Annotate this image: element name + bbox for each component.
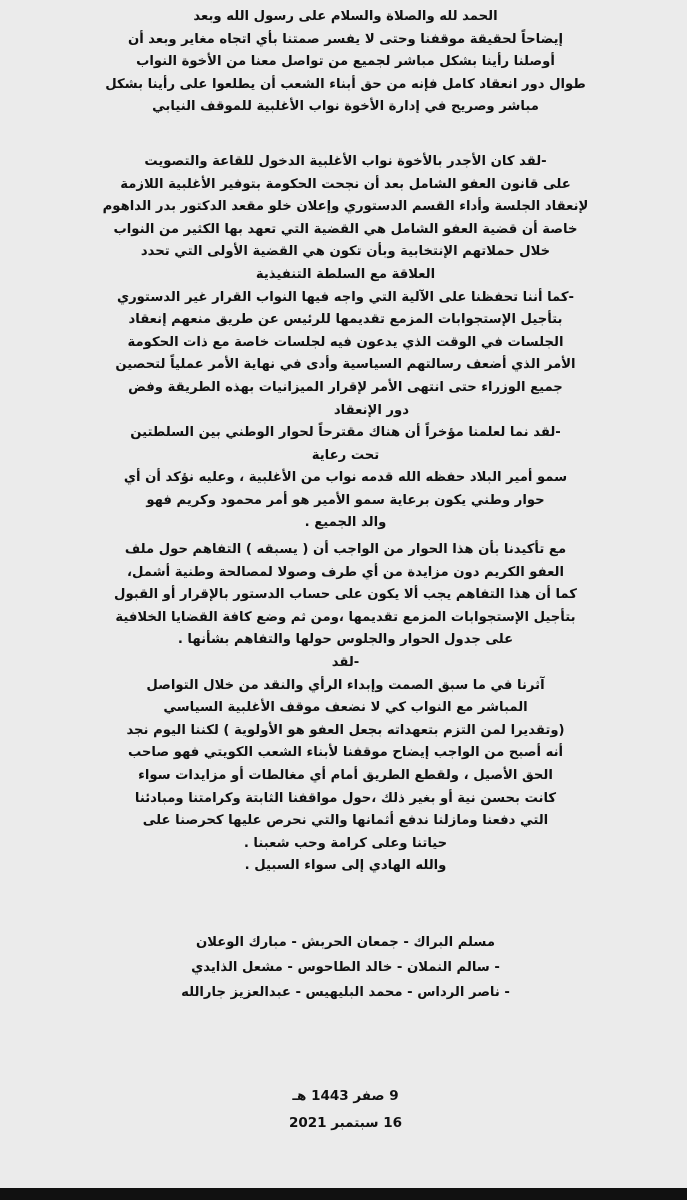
intro-line: مباشر وصريح في إدارة الأخوة نواب الأغلبية للموقف النيابي: [152, 99, 539, 115]
paragraph-line: الحق الأصيل ، ولقطع الطريق أمام أي مغالطات أو مزايدات سواء: [138, 768, 553, 783]
paragraph-line: أنه أصبح من الواجب إيضاح موقفنا لأبناء الشعب الكويتي فهو صاحب: [127, 745, 564, 761]
paragraph-line: كما أن هذا التفاهم يجب ألا يكون على حساب الدستور بالإقرار أو القبول: [114, 587, 577, 603]
paragraph-interpellations: [22, 287, 669, 423]
intro-line: الحمد لله والصلاة والسلام على رسول الله وبعد: [193, 9, 498, 24]
paragraph-line: حوار وطني يكون برعاية سمو الأمير هو أمر محمود وكريم فهو: [146, 492, 545, 508]
paragraph-line: -لقد كان الأجدر بالأخوة نواب الأغلبية الدخول للقاعة والتصويت: [144, 153, 547, 169]
paragraph-line: -لقد نما لعلمنا مؤخراً أن هناك مقترحاً لحوار الوطني بين السلطتين: [130, 425, 561, 441]
paragraph-line: الجلسات في الوقت الذي يدعون فيه لجلسات خاصة مع ذات الحكومة: [127, 334, 564, 350]
paragraph-position: [22, 675, 669, 878]
paragraph-line: خاصة أن قضية العفو الشامل هي القضية التي تعهد بها الكثير من النواب: [113, 221, 578, 237]
paragraph-line: على قانون العفو الشامل بعد أن نجحت الحكومة بتوفير الأغلبية اللازمة: [120, 176, 571, 192]
paragraph-amnesty-vote: [22, 151, 669, 287]
paragraph-line: حياتنا وعلى كرامة وحب شعبنا .: [243, 835, 448, 851]
paragraph-national-dialogue: [22, 422, 669, 535]
signatories-line: مسلم البراك - جمعان الحربش - مبارك الوعلان: [195, 934, 496, 950]
paragraph-line: سمو أمير البلاد حفظه الله قدمه نواب من الأغلبية ، وعليه نؤكد أن أي: [123, 470, 568, 486]
paragraph-line: والد الجميع .: [304, 515, 387, 531]
intro-line: أوصلنا رأينا بشكل مباشر لجميع من تواصل معنا من الأخوة النواب: [136, 54, 555, 70]
paragraph-line: العفو الكريم دون مزايدة من أي طرف وصولا لمصالحة وطنية أشمل،: [127, 564, 564, 580]
paragraph-line: جميع الوزراء حتى انتهى الأمر لإقرار الميزانيات بهذه الطريقة وفض: [128, 379, 563, 395]
signatories-line: - ناصر الرداس - محمد البليهيس - عبدالعزيز جارالله: [181, 984, 510, 1000]
paragraph-line: التي دفعنا ومازلنا ندفع أثمانها والتي نحرص عليها كحرصنا على: [142, 813, 549, 829]
paragraph-line: آثرنا في ما سبق الصمت وإبداء الرأي والنقد من خلال التواصل: [146, 677, 545, 693]
date-block: [22, 1083, 669, 1137]
paragraph-line: بتأجيل الإستجوابات المزمع تقديمها للرئيس عن طريق منعهم إنعقاد: [128, 312, 563, 328]
signatories: [22, 930, 669, 1005]
paragraph-line: -لقد: [331, 655, 360, 671]
paragraph-line: المباشر مع النواب كي لا نضعف موقف الأغلبية السياسي: [163, 700, 528, 716]
paragraph-line: العلاقة مع السلطة التنفيذية: [255, 266, 436, 282]
paragraph-line: على جدول الحوار والجلوس حولها والتفاهم بشأنها .: [177, 632, 514, 648]
paragraph-line: والله الهادي إلى سواء السبيل .: [244, 858, 447, 874]
paragraph-line: تحت رعاية: [311, 447, 380, 463]
paragraph-line: مع تأكيدنا بأن هذا الحوار من الواجب أن ( يسبقه ) التفاهم حول ملف: [124, 542, 567, 558]
hijri-date: 9 صفر 1443 هـ: [292, 1087, 399, 1104]
paragraph-line: كانت بحسن نية أو بغير ذلك ،حول مواقفنا الثابتة وكرامتنا ومبادئنا: [134, 790, 557, 806]
signatories-line: - سالم النملان - خالد الطاحوس - مشعل الذايدي: [191, 959, 500, 975]
paragraph-line: بتأجيل الإستجوابات المزمع تقديمها ،ومن ثم وضع كافة القضايا الخلافية: [115, 609, 576, 625]
intro-paragraph: [22, 6, 669, 119]
paragraph-line: خلال حملاتهم الإنتخابية وبأن تكون هي القضية الأولى التي تحدد: [140, 244, 551, 260]
paragraph-line: (وتقديرا لمن التزم بتعهداته بجعل العفو هو الأولوية ) لكننا اليوم نجد: [126, 722, 565, 738]
paragraph-line: دور الإنعقاد: [333, 402, 409, 418]
paragraph-line: -كما أننا تحفظنا على الآلية التي واجه فيها النواب القرار غير الدستوري: [116, 289, 575, 305]
gregorian-date: 16 سبتمبر 2021: [288, 1114, 403, 1131]
intro-line: إيضاحاً لحقيقة موقفنا وحتى لا يفسر صمتنا بأي اتجاه مغاير وبعد أن: [127, 31, 564, 47]
intro-line: طوال دور انعقاد كامل فإنه من حق أبناء الشعب أن يطلعوا على رأينا بشكل: [105, 76, 586, 92]
paragraph-dialogue-conditions: [22, 539, 669, 675]
paragraph-line: لإنعقاد الجلسة وأداء القسم الدستوري وإعلان خلو مقعد الدكتور بدر الداهوم: [102, 199, 589, 215]
paragraph-line: الأمر الذي أضعف رسالتهم السياسية وأدى في نهاية الأمر عملياً لتحصين: [115, 357, 576, 373]
bottom-edge-bar: [0, 1188, 687, 1200]
